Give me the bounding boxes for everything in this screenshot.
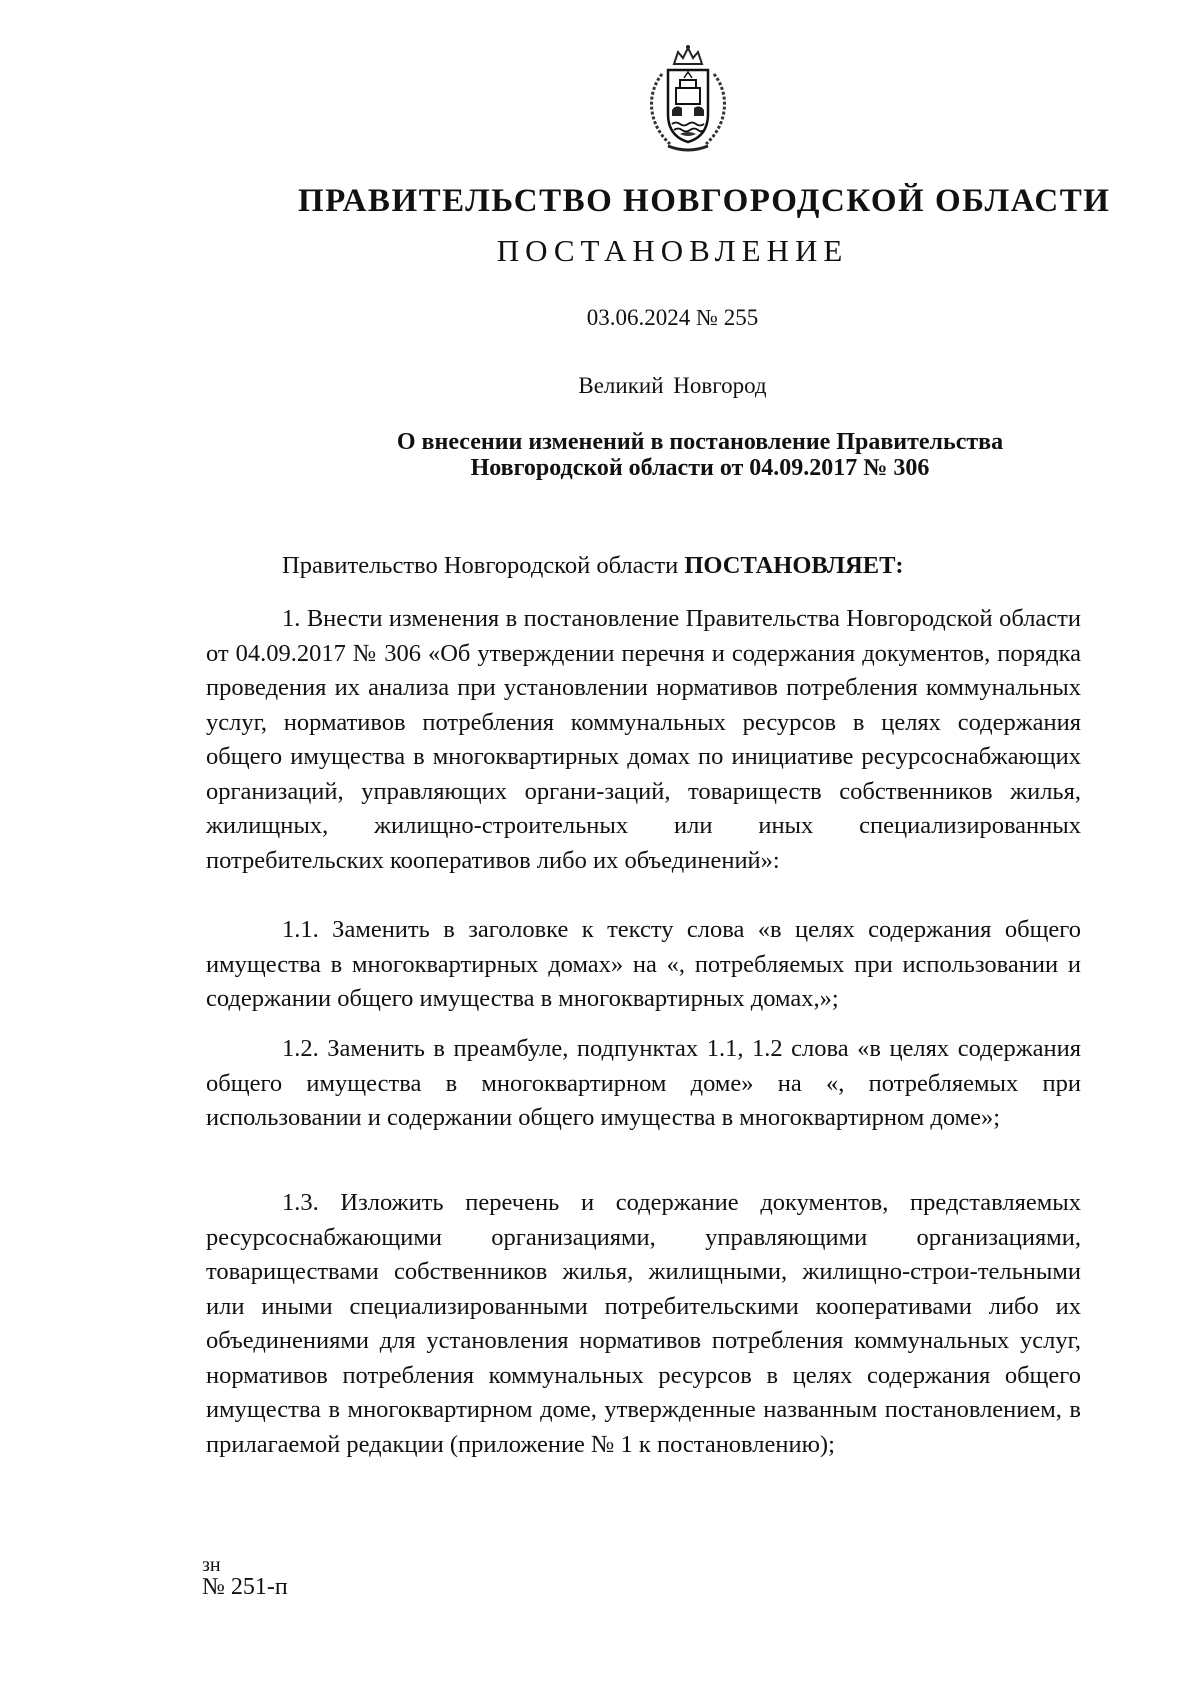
paragraph-1-3: 1.3. Изложить перечень и содержание документов, представляемых ресурсоснабжающими организациями, управляющими организациями, товариществами собственников жилья, жилищными, жилищно-строи-тельными или иными специализированными потребительскими кооперативами либо их объединениями для установления нормативов потребления коммунальных услуг, нормативов потребления коммунальных ресурсов в целях содержания общего имущества в многоквартирном доме, утвержденные названным постановлением, в прилагаемой редакции (приложение № 1 к постановлению); [206,1189,1081,1458]
footer-number: № 251-п [202,1574,288,1600]
document-date-number: 03.06.2024 № 255 [586,305,759,330]
organization-name: ПРАВИТЕЛЬСТВО НОВГОРОДСКОЙ ОБЛАСТИ [298,183,1111,219]
preamble-text: Правительство Новгородской области [282,552,685,579]
paragraph-1-2: 1.2. Заменить в преамбуле, подпунктах 1.1, 1.2 слова «в целях содержания общего имущества в многоквартирном доме» на «, потребляемых при использовании и содержании общего имущества в многоквартирном доме»; [206,1035,1081,1131]
paragraph-1: 1. Внести изменения в постановление Правительства Новгородской области от 04.09.2017 № 306 «Об утверждении перечня и содержания документов, порядка проведения их анализа при установлении нормативов потребления коммунальных услуг, нормативов потребления коммунальных ресурсов в целях содержания общего имущества в многоквартирных домах по инициативе ресурсоснабжающих организаций, управляющих органи-заций, товариществ собственников жилья, жилищных, жилищно-строительных или иных специализированных потребительских кооперативов либо их объединений»: [206,605,1081,874]
paragraph-1-1: 1.1. Заменить в заголовке к тексту слова «в целях содержания общего имущества в многоквартирных домах» на «, потребляемых при использовании и содержании общего имущества в многоквартирных домах,»; [206,916,1081,1012]
preamble-decree-word: ПОСТАНОВЛЯЕТ: [684,552,904,579]
preamble [282,549,1082,584]
document-place: Великий Новгород [578,373,767,398]
document-type: ПОСТАНОВЛЕНИЕ [496,233,849,268]
document-title-line: О внесении изменений в постановление Правительства [396,429,1004,455]
novgorod-coat-of-arms-icon [640,44,736,154]
footer-code: зн [202,1554,221,1576]
document-title [310,429,1090,481]
footer-registration [202,1554,288,1600]
document-title-line: Новгородской области от 04.09.2017 № 306 [470,455,930,481]
